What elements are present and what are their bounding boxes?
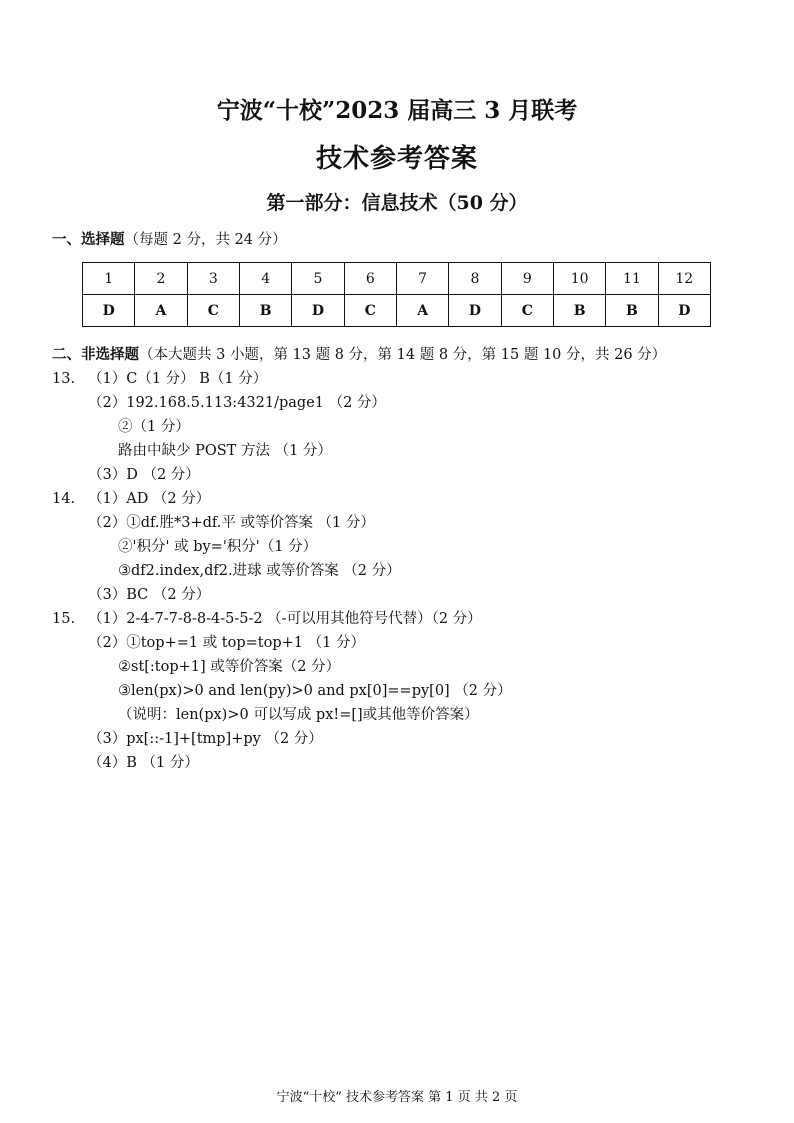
question-number-cell: 4 [239,263,291,295]
answer-cell: D [292,295,344,327]
answer-cell: A [396,295,448,327]
question-number-cell: 1 [83,263,135,295]
q13-line-3: ②（1 分） [118,419,190,435]
q13-line-1: （1）C（1 分） B（1 分） [88,371,268,387]
answer-cell: C [501,295,553,327]
answer-cell: D [449,295,501,327]
q15-line-7: （4）B （1 分） [88,755,199,771]
section-2-heading-line [52,345,666,365]
question-number-cell: 11 [606,263,658,295]
answer-cell: B [606,295,658,327]
q15-line-1: （1）2-4-7-7-8-8-4-5-5-2 （-可以用其他符号代替）（2 分） [88,611,482,627]
question-number-cell: 3 [187,263,239,295]
question-number-cell: 6 [344,263,396,295]
answer-cell: A [135,295,187,327]
answer-cell: B [239,295,291,327]
question-number-cell: 9 [501,263,553,295]
question-number-cell: 5 [292,263,344,295]
q14-line-3: ②'积分' 或 by='积分'（1 分） [118,539,318,555]
q14-number: 14. [52,491,76,507]
q13-line-4: 路由中缺少 POST 方法 （1 分） [118,443,332,459]
answer-table-answer-row [83,295,711,327]
section-1-heading: 一、选择题 [52,231,125,248]
answer-cell: B [553,295,605,327]
q15-number: 15. [52,611,76,627]
page-footer: 宁波“十校” 技术参考答案 第 1 页 共 2 页 [276,1090,518,1105]
answer-cell: C [344,295,396,327]
answer-cell: C [187,295,239,327]
q15-line-3: ②st[:top+1] 或等价答案（2 分） [118,659,341,675]
part-heading: 第一部分：信息技术（50 分） [266,192,528,214]
section-1-note: （每题 2 分，共 24 分） [124,232,287,248]
page-title: 宁波“十校”2023 届高三 3 月联考 [216,97,578,124]
q14-line-5: （3）BC （2 分） [88,587,211,603]
answer-table-number-row [83,263,711,295]
section-1-heading-line [52,230,287,250]
question-number-cell: 2 [135,263,187,295]
answer-cell: D [658,295,710,327]
answer-cell: D [83,295,135,327]
question-number-cell: 7 [396,263,448,295]
q15-line-6: （3）px[::-1]+[tmp]+py （2 分） [88,731,323,747]
q15-line-2: （2）①top+=1 或 top=top+1 （1 分） [88,635,365,651]
q14-line-2: （2）①df.胜*3+df.平 或等价答案 （1 分） [88,515,375,531]
question-number-cell: 12 [658,263,710,295]
page-subtitle: 技术参考答案 [315,144,478,174]
q13-line-5: （3）D （2 分） [88,467,200,483]
section-2-note: （本大题共 3 小题，第 13 题 8 分，第 14 题 8 分，第 15 题 10 分，共 26 分） [139,347,667,363]
q13-number: 13. [52,371,76,387]
q14-line-4: ③df2.index,df2.进球 或等价答案 （2 分） [118,563,401,579]
q13-line-2: （2）192.168.5.113:4321/page1 （2 分） [88,395,386,411]
answer-table [82,262,711,327]
question-number-cell: 10 [553,263,605,295]
q14-line-1: （1）AD （2 分） [88,491,211,507]
q15-line-5: （说明：len(px)>0 可以写成 px!=[]或其他等价答案） [118,707,479,723]
section-2-heading: 二、非选择题 [52,346,139,363]
q15-line-4: ③len(px)>0 and len(py)>0 and px[0]==py[0] （2 分） [118,683,512,699]
question-number-cell: 8 [449,263,501,295]
